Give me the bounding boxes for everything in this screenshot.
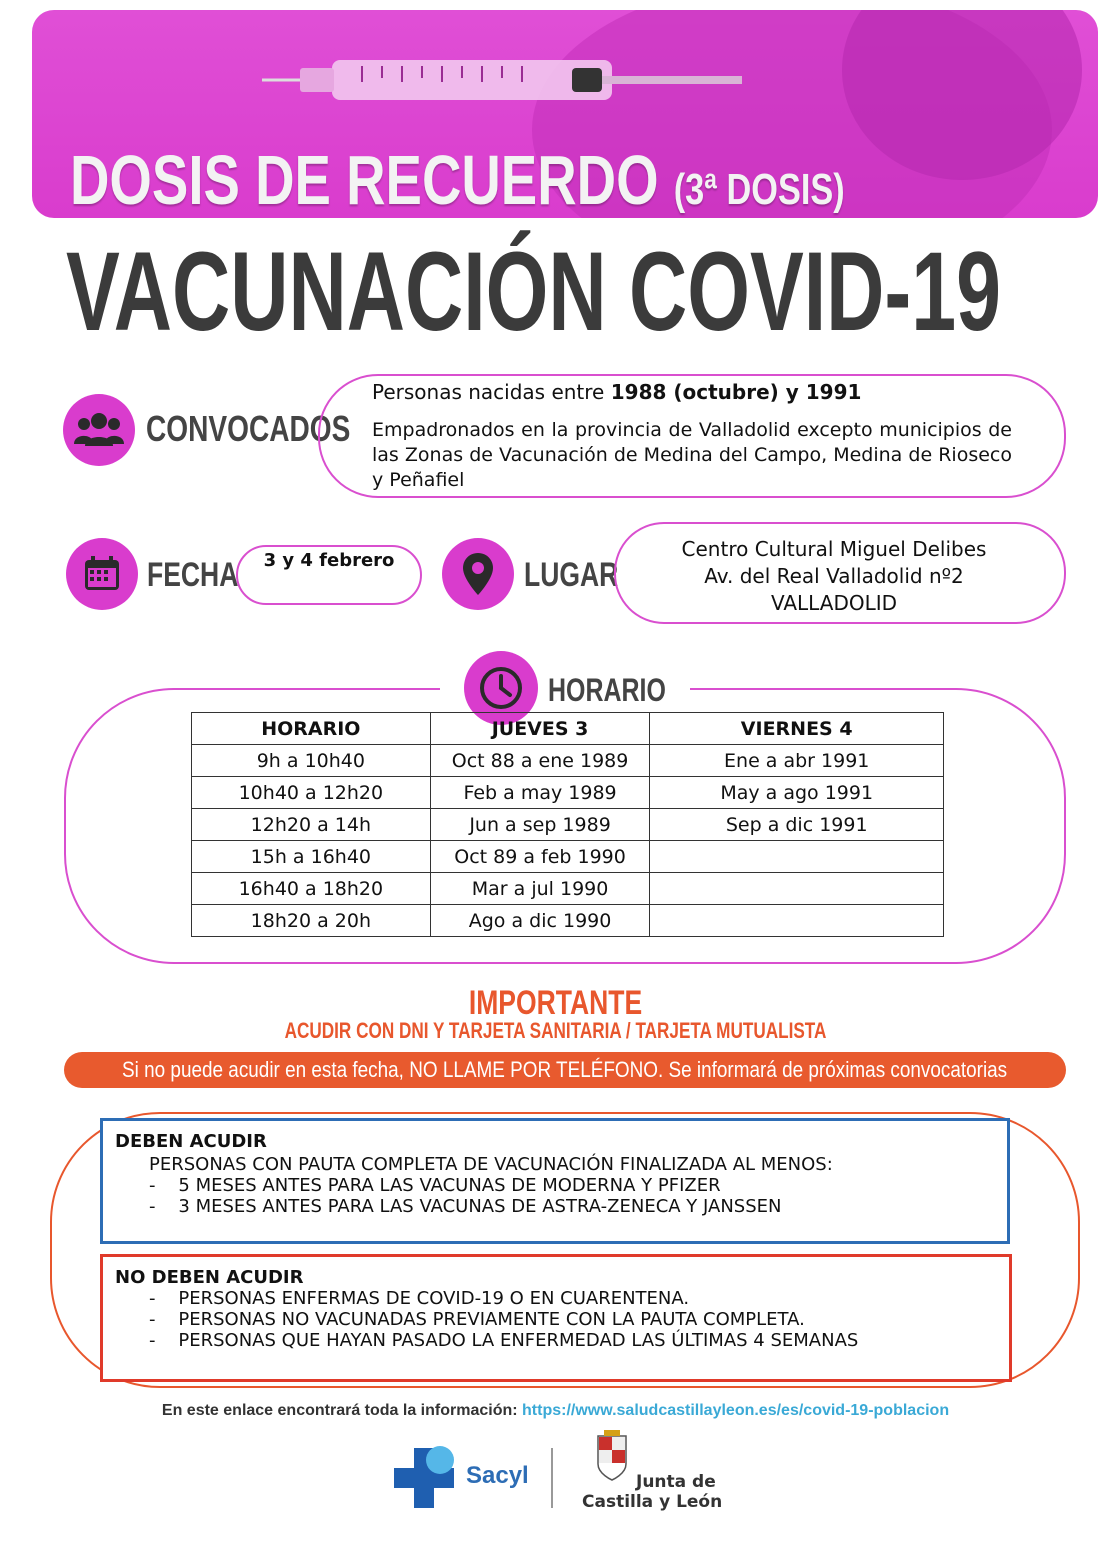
table-cell: May a ago 1991 bbox=[650, 777, 944, 809]
footer-text: En este enlace encontrará toda la información: bbox=[161, 1402, 523, 1419]
table-cell: Ene a abr 1991 bbox=[650, 745, 944, 777]
lugar-address bbox=[614, 536, 1054, 617]
page-heading: VACUNACIÓN COVID-19 bbox=[66, 229, 1001, 354]
table-header-row bbox=[192, 713, 944, 745]
sacyl-logo-text: Sacyl bbox=[466, 1462, 529, 1489]
table-cell: Feb a may 1989 bbox=[430, 777, 650, 809]
convocados-line1: Personas nacidas entre 1988 (octubre) y 1991 bbox=[372, 380, 862, 404]
table-cell: Ago a dic 1990 bbox=[430, 905, 650, 937]
deben-acudir-title: DEBEN ACUDIR bbox=[115, 1131, 267, 1152]
junta-logo-line2: Castilla y León bbox=[582, 1492, 723, 1512]
header-cell-horario: HORARIO bbox=[192, 713, 431, 745]
lugar-line3: VALLADOLID bbox=[770, 591, 898, 615]
importante-subtitle: ACUDIR CON DNI Y TARJETA SANITARIA / TARJETA MUTUALISTA bbox=[284, 1018, 827, 1043]
convocados-line2: Empadronados en la provincia de Valladolid excepto municipios de las Zonas de Vacunación de Medina del Campo, Medina de Rioseco y Peñafiel bbox=[372, 419, 1012, 491]
fecha-value: 3 y 4 febrero bbox=[263, 550, 395, 571]
list-item: - PERSONAS ENFERMAS DE COVID-19 O EN CUARENTENA. bbox=[149, 1288, 690, 1309]
calendar-icon bbox=[66, 538, 138, 610]
list-item: - PERSONAS QUE HAYAN PASADO LA ENFERMEDAD LAS ÚLTIMAS 4 SEMANAS bbox=[149, 1330, 859, 1351]
junta-logo-line1: Junta de bbox=[636, 1472, 716, 1492]
table-row bbox=[192, 873, 944, 905]
table-cell: Oct 89 a feb 1990 bbox=[430, 841, 650, 873]
table-cell: Oct 88 a ene 1989 bbox=[430, 745, 650, 777]
deben-acudir-intro: PERSONAS CON PAUTA COMPLETA DE VACUNACIÓN FINALIZADA AL MENOS: bbox=[149, 1154, 833, 1175]
table-row bbox=[192, 905, 944, 937]
page-title: DOSIS DE RECUERDO (3ª DOSIS) bbox=[70, 141, 845, 219]
table-cell bbox=[650, 905, 944, 937]
warning-text: Si no puede acudir en esta fecha, NO LLAME POR TELÉFONO. Se informará de próximas convocatorias bbox=[122, 1057, 1008, 1082]
no-deben-acudir-box bbox=[100, 1254, 1012, 1382]
warning-bar bbox=[64, 1052, 1066, 1088]
info-link[interactable]: https://www.saludcastillayleon.es/es/covid-19-poblacion bbox=[522, 1402, 950, 1419]
footer-info bbox=[0, 1402, 1111, 1420]
schedule-table bbox=[191, 712, 944, 937]
page-subtitle: (3ª DOSIS) bbox=[673, 165, 845, 214]
table-cell: Jun a sep 1989 bbox=[430, 809, 650, 841]
no-deben-acudir-title: NO DEBEN ACUDIR bbox=[115, 1267, 304, 1288]
table-cell bbox=[650, 873, 944, 905]
table-row bbox=[192, 841, 944, 873]
table-cell: 16h40 a 18h20 bbox=[192, 873, 431, 905]
table-cell: 9h a 10h40 bbox=[192, 745, 431, 777]
location-pin-icon bbox=[442, 538, 514, 610]
table-cell bbox=[650, 841, 944, 873]
importante-title: IMPORTANTE bbox=[468, 984, 643, 1022]
table-cell: 18h20 a 20h bbox=[192, 905, 431, 937]
list-item: - 5 MESES ANTES PARA LAS VACUNAS DE MODERNA Y PFIZER bbox=[149, 1175, 721, 1196]
deben-acudir-box bbox=[100, 1118, 1010, 1244]
fecha-label: FECHA bbox=[147, 556, 239, 594]
lugar-line2: Av. del Real Valladolid nº2 bbox=[704, 564, 964, 588]
table-cell: 12h20 a 14h bbox=[192, 809, 431, 841]
sacyl-logo-icon bbox=[394, 1446, 464, 1510]
list-item: - 3 MESES ANTES PARA LAS VACUNAS DE ASTRA-ZENECA Y JANSSEN bbox=[149, 1196, 782, 1217]
table-cell: Mar a jul 1990 bbox=[430, 873, 650, 905]
table-row bbox=[192, 745, 944, 777]
list-item: - PERSONAS NO VACUNADAS PREVIAMENTE CON LA PAUTA COMPLETA. bbox=[149, 1309, 805, 1330]
coat-of-arms-icon bbox=[592, 1430, 632, 1482]
table-cell: 10h40 a 12h20 bbox=[192, 777, 431, 809]
logo-divider bbox=[551, 1448, 553, 1508]
horario-label: HORARIO bbox=[548, 672, 666, 708]
lugar-line1: Centro Cultural Miguel Delibes bbox=[681, 537, 987, 561]
table-cell: 15h a 16h40 bbox=[192, 841, 431, 873]
header-cell-viernes: VIERNES 4 bbox=[650, 713, 944, 745]
table-row bbox=[192, 809, 944, 841]
convocados-label: CONVOCADOS bbox=[146, 408, 351, 449]
header-cell-jueves: JUEVES 3 bbox=[430, 713, 650, 745]
lugar-label: LUGAR bbox=[524, 556, 619, 594]
people-icon bbox=[63, 394, 135, 466]
table-row bbox=[192, 777, 944, 809]
table-cell: Sep a dic 1991 bbox=[650, 809, 944, 841]
